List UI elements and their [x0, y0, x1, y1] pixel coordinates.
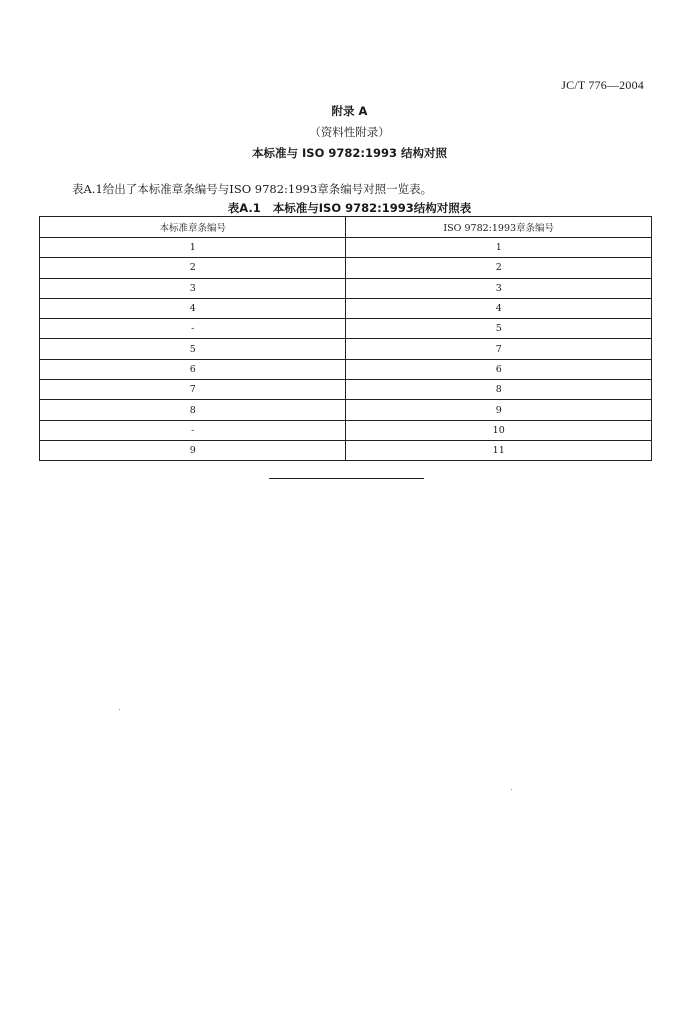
iso-clause: 5 — [346, 319, 652, 339]
table-caption-number: 表A.1 — [227, 201, 261, 215]
scan-speck — [119, 709, 120, 710]
end-rule — [269, 478, 424, 479]
table-row — [40, 319, 652, 339]
intro-paragraph: 表A.1给出了本标准章条编号与ISO 9782:1993章条编号对照一览表。 — [72, 182, 433, 196]
annex-heading: 本标准与 ISO 9782:1993 结构对照 — [252, 146, 447, 160]
annex-type: （资料性附录） — [309, 125, 390, 139]
table-row — [40, 359, 652, 379]
header-this-standard: 本标准章条编号 — [40, 217, 346, 238]
table-row — [40, 440, 652, 460]
this-standard-clause: - — [40, 420, 346, 440]
header-iso-standard: ISO 9782:1993章条编号 — [346, 217, 652, 238]
iso-clause: 2 — [346, 258, 652, 278]
this-standard-clause: 5 — [40, 339, 346, 359]
annex-title: 附录 A — [331, 104, 368, 118]
iso-clause: 6 — [346, 359, 652, 379]
this-standard-clause: 2 — [40, 258, 346, 278]
table-header-row — [40, 217, 652, 238]
this-standard-clause: 9 — [40, 440, 346, 460]
this-standard-clause: - — [40, 319, 346, 339]
table-row — [40, 298, 652, 318]
iso-clause: 1 — [346, 238, 652, 258]
structure-mapping-table — [39, 216, 652, 461]
iso-clause: 11 — [346, 440, 652, 460]
this-standard-clause: 6 — [40, 359, 346, 379]
this-standard-clause: 4 — [40, 298, 346, 318]
this-standard-clause: 1 — [40, 238, 346, 258]
iso-clause: 8 — [346, 380, 652, 400]
scan-speck — [511, 789, 512, 790]
iso-clause: 3 — [346, 278, 652, 298]
table-row — [40, 278, 652, 298]
this-standard-clause: 7 — [40, 380, 346, 400]
table-row — [40, 380, 652, 400]
table-row — [40, 258, 652, 278]
this-standard-clause: 8 — [40, 400, 346, 420]
table-caption-title: 本标准与ISO 9782:1993结构对照表 — [272, 201, 472, 215]
iso-clause: 9 — [346, 400, 652, 420]
table-row — [40, 238, 652, 258]
table-row — [40, 420, 652, 440]
table-caption — [0, 200, 699, 216]
this-standard-clause: 3 — [40, 278, 346, 298]
iso-clause: 7 — [346, 339, 652, 359]
table-row — [40, 400, 652, 420]
document-code: JC/T 776—2004 — [561, 78, 644, 92]
iso-clause: 10 — [346, 420, 652, 440]
table-row — [40, 339, 652, 359]
iso-clause: 4 — [346, 298, 652, 318]
